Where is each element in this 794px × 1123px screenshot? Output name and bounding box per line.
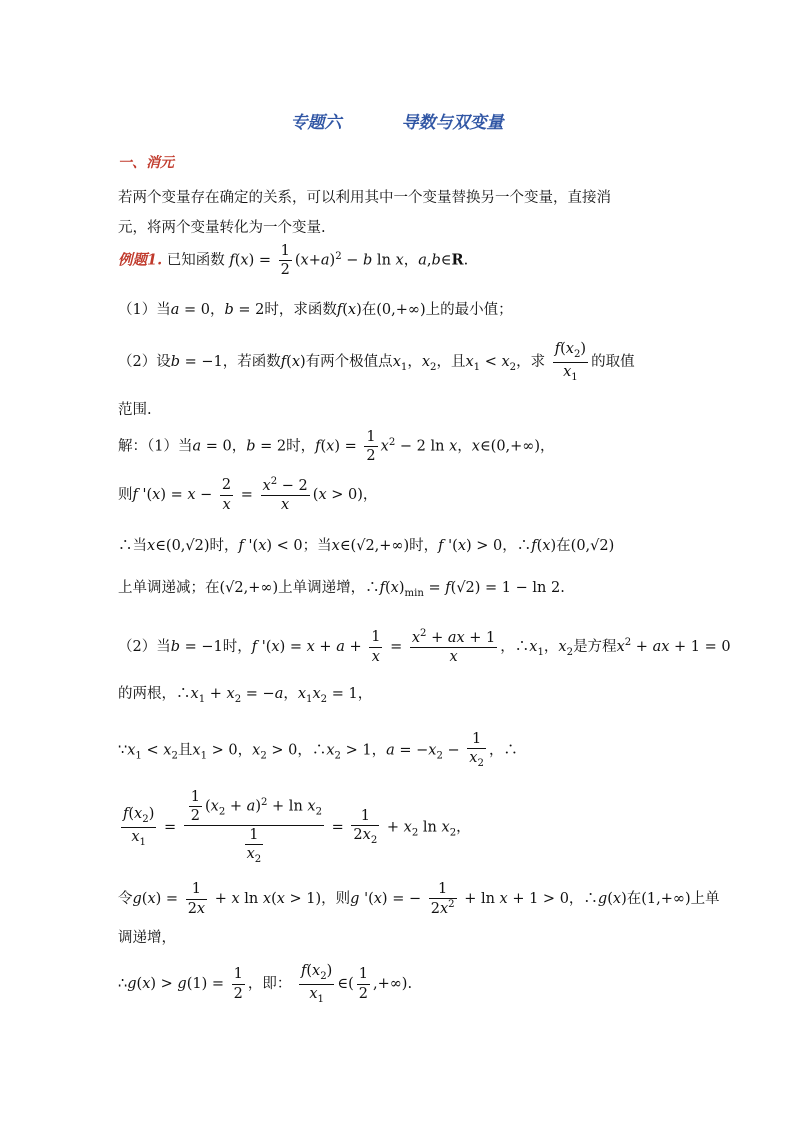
question-2-cont: 范围.	[118, 402, 152, 418]
solution-g: 令g(x) = $\frac{1}{2x}$ + x ln x(x > 1)，则g '(x) = − $\frac{1}{2x^2}$ + ln x + 1 > 0，∴g(x)在(1,+∞)上单	[118, 881, 720, 917]
solution-2: （2）当b = −1时，f '(x) = x + a + $\frac{1}{x}$ = $\frac{x^2 + ax + 1}{x}$ ，$\therefore x_1$，$x_2$是方程$x^2$ + ax + 1 = 0	[118, 628, 731, 665]
intro-line-1: 若两个变量存在确定的关系，可以利用其中一个变量替换另一个变量，直接消	[118, 190, 611, 206]
solution-monotonic: ∴当x∈(0,√2)时，f '(x) < 0；当x∈(√2,+∞)时，f '(x) > 0，∴f(x)在(0,√2)	[118, 538, 615, 554]
section-heading: 一、消元	[118, 155, 174, 171]
solution-final: ∴g(x) > g(1) = $\frac{1}{2}$ ，即： $\frac{f(x_2)}{x_1}$ ∈( $\frac{1}{2}$ ,+∞).	[118, 963, 413, 1005]
question-1: （1）当a = 0，b = 2时，求函数f(x)在(0,+∞)上的最小值；	[118, 302, 513, 318]
solution-g-cont: 调递增，	[118, 930, 176, 946]
example-statement: 例题1. 已知函数 f(x) = $\frac{1}{2}$ $(x+a)^2 - b$ ln x，a,b∈R.	[118, 243, 469, 279]
solution-1: 解：（1）当a = 0，b = 2时，f(x) = $\frac{1}{2}$ $x^2 - 2$ ln x，x∈(0,+∞)，	[118, 429, 555, 465]
question-2: （2）设b = −1，若函数f(x)有两个极值点$x_1$，$x_2$，且$x_1 < x_2$，求 $\frac{f(x_2)}{x_1}$ 的取值	[118, 341, 635, 383]
title-topic-name: 导数与双变量	[401, 113, 504, 133]
intro-line-2: 元，将两个变量转化为一个变量.	[118, 220, 326, 236]
solution-derivative: 则f '(x) = x − $\frac{2}{x}$ = $\frac{x^2 - 2}{x}$ (x > 0)，	[118, 476, 378, 513]
title-topic-number: 专题六	[290, 113, 342, 133]
solution-vieta: 的两根，$\therefore x_1 + x_2 = -a$，$x_1x_2 = 1$，	[118, 686, 373, 705]
page-title	[0, 108, 794, 133]
solution-min: 上单调递减；在(√2,+∞)上单调递增，$\therefore f(x)_{min} = f(√2) = 1 - \ln 2$.	[118, 580, 565, 599]
solution-ratio: $\frac{f(x_2)}{x_1}$ = $\frac{1}{2}$ $(x_2 + a)^2 + \ln x_2$ $\frac{1}{x_2}$ = $\frac{1}{2x_2}$ + $x_2$ $\ln x_2$，	[123, 789, 471, 866]
example-label: 例题1.	[118, 251, 163, 269]
solution-range: $\because x_1 < x_2$且$x_1 > 0$，$x_2 > 0$，$\therefore x_2 > 1$，$a = -x_2$ − $\frac{1}{x_2}$ ，∴	[118, 731, 518, 770]
